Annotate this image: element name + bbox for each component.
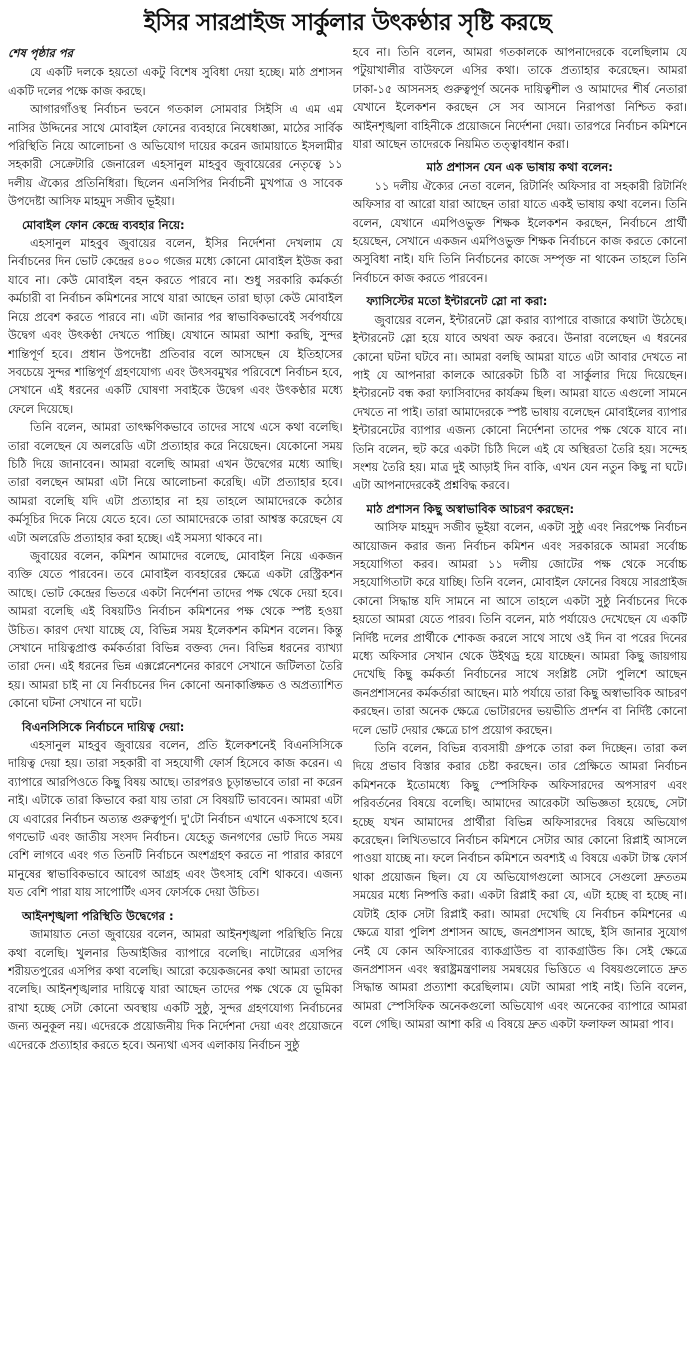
article-paragraph: যে একটি দলকে হয়তো একটু বিশেষ সুবিধা দেয়া হচ্ছে। মাঠ প্রশাসন একটি দলের পক্ষে কাজ করছে। (8, 66, 343, 98)
section-subheading: মোবাইল ফোন কেন্দ্রে ব্যবহার নিয়ে: (22, 217, 185, 232)
section-subheading: বিএনসিসিকে নির্বাচনে দায়িত্ব দেয়া: (22, 719, 185, 734)
section-subheading: ফ্যাসিস্টের মতো ইন্টারনেট স্লো না করা: (366, 294, 548, 309)
article-paragraph: জুবায়ের বলেন, কমিশন আমাদের বলেছে, মোবাইল নিয়ে একজন ব্যক্তি যেতে পারবেন। তবে মোবাইল ব্যবহারের ক্ষেত্রে একটা রেস্ট্রিকশন আছে। ভোট কেন্দ্রের ভিতরে একটা নির্দেশনা তাদের পক্ষ থেকে দেয়া হবে। আমরা বলেছি এই বিষয়টিও নির্বাচন কমিশনের পক্ষ থেকে স্পষ্ট হওয়া উচিত। কারণ দেখা যাচ্ছে যে, বিভিন্ন সময় ইলেকশন কমিশন বলেন। কিন্তু সেখানে দায়িত্বপ্রাপ্ত কর্মকর্তারা বিভিন্ন বক্তব্য দেন। বিভিন্ন ধরনের ব্যাখ্যা তারা দেন। এই ধরনের ভিন্ন এক্সপ্লেনেশনের কারণে সেখানে জটিলতা তৈরি হয়। আমরা চাই না যে নির্বাচনের দিন কোনো অনাকাঙ্ক্ষিত ও অপ্রত্যাশিত কোনো ঘটনা সেখানে না ঘটে। (8, 549, 343, 711)
article-paragraph: তিনি বলেন, বিভিন্ন ব্যবসায়ী গ্রুপকে তারা কল দিচ্ছেন। তারা কল দিয়ে প্রভাব বিস্তার করার চেষ্টা করছেন। তার প্রেক্ষিতে আমরা নির্বাচন কমিশনকে ইতোমধ্যে কিছু স্পেসিফিক অফিসারদের অপসারণ এবং পরিবর্তনের বিষয়ে বলেছি। আমাদের আরেকটা অভিজ্ঞতা হয়েছে, সেটা হচ্ছে যখন আমাদের প্রার্থীরা বিভিন্ন অফিসারদের বিষয়ে অভিযোগ করেছেন। লিখিতভাবে নির্বাচন কমিশনে সেটার আর কোনো রিপ্লাই আসলে পাওয়া যাচ্ছে না। ফলে নির্বাচন কমিশনে অবশ্যই এ বিষয়ে একটা টাস্ক ফোর্স থাকা প্রয়োজন ছিল। যে যে অভিযোগগুলো আসবে সেগুলো দ্রুততম সময়ের মধ্যে নিষ্পত্তি করা। একটা রিপ্লাই করা যে, এটা হচ্ছে বা হচ্ছে না। যেটাই হোক সেটা রিপ্লাই করা। আমরা দেখেছি যে নির্বাচন কমিশনের এ ক্ষেত্রে যারা পুলিশ প্রশাসন আছে, জনপ্রশাসন আছে, ইসি জানার সুযোগ নেই যে কোন অফিসারের ব্যাকগ্রাউন্ড বা ব্যাকগ্রাউন্ড কি। সেই ক্ষেত্রে জনপ্রশাসন এবং স্বরাষ্ট্রমন্ত্রণালয় সমন্বয়ের ভিত্তিতে এ বিষয়গুলোতে দ্রুত সিদ্ধান্ত আমরা প্রত্যাশা করেছিলাম। যেটা আমরা পাই নাই। তিনি বলেন, আমরা স্পেসিফিক অনেকগুলো অভিযোগ এবং অনেকের ব্যাপারে আমরা বলে গেছি। আমরা আশা করি এ বিষয়ে দ্রুত একটা ফলাফল আমরা পাব। (352, 742, 687, 1032)
article-paragraph: হবে না। তিনি বলেন, আমরা গতকালকে আপনাদেরকে বলেছিলাম যে পটুয়াখালীর বাউফলে এসির কথা। তাকে প্রত্যাহার করেছেন। আমরা ঢাকা-১৫ আসনসহ গুরুত্বপূর্ণ অনেক দায়িত্বশীল ও আমাদের শীর্ষ নেতারা যেখানে ইলেকশন করছেন সে সব আসনে নিরাপত্তা নিশ্চিত করা। আইনশৃঙ্খলা বাহিনীকে প্রয়োজনে নির্দেশনা দেয়া। তারপরে নির্বাচন কমিশনে যারা আছেন তাদেরকে নিয়মিত তত্ত্বাবধান করা। (352, 46, 687, 152)
article-paragraph: জুবায়ের বলেন, ইন্টারনেট স্লো করার ব্যাপারে বাজারে কথাটা উঠেছে। ইন্টারনেট স্লো হয়ে যাবে অথবা অফ করবে। উনারা বলেছেন এ ধরনের কোনো ঘটনা ঘটবে না। আমরা বলছি আমরা যাতে এটা আবার দেখতে না পাই যে আপনারা কালকে আরেকটা চিঠি বা সার্কুলার দিয়ে দিয়েছেন। ইন্টারনেট বন্ধ করা ফ্যাসিবাদের কার্যক্রম ছিল। আমরা যাতে এগুলো সামনে দেখতে না পাই। তারা আমাদেরকে স্পষ্ট ভাষায় বলেছেন মোবাইলের ব্যাপার ইন্টারনেটের ব্যাপার এজন্য কোনো নির্দেশনা তাদের পক্ষ থেকে যাবে না। তিনি বলেন, হুট করে একটা চিঠি দিলে এই যে অস্থিরতা তৈরি হয়। সন্দেহ সংশয় তৈরি হয়। মাত্র দুই আড়াই দিন বাকি, এখন যেন নতুন কিছু না ঘটে। এটা আপনাদেরকেই প্রশ্নবিদ্ধ করবে। (352, 313, 687, 493)
headline: ইসির সারপ্রাইজ সার্কুলার উৎকণ্ঠার সৃষ্টি করছে (143, 10, 552, 36)
article-paragraph: আসিফ মাহমুদ সজীব ভূইয়া বলেন, একটা সুষ্ঠু এবং নিরপেক্ষ নির্বাচন আয়োজন করার জন্য নির্বাচন কমিশন এবং সরকারকে আমরা সর্বোচ্চ সহযোগিতা করব। আমরা ১১ দলীয় জোটের পক্ষ থেকে সর্বোচ্চ সহযোগিতাটা করে যাচ্ছি। তিনি বলেন, মোবাইল ফোনের বিষয়ে সারপ্রাইজ কোনো সিদ্ধান্ত যদি সামনে না আসে তাহলে একটা সুষ্ঠু নির্বাচনের দিকে হয়তো আমরা যেতে পারব। তিনি বলেন, মাঠ পর্যায়েও দেখেছেন যে একটি নির্দিষ্ট দলের প্রার্থীকে শোকজ করলে সাথে সাথে ওই দিন বা পরের দিনের মধ্যে অফিসার সেখান থেকে উইথড্র হয়ে যাচ্ছেন। আমরা কিছু জায়গায় দেখেছি কিছু কর্মকর্তা নির্বাচনের সাথে সংশ্লিষ্ট সেটা পুলিশে আছেন জনপ্রশাসনের কর্মকর্তারা আছেন। মাঠ পর্যায়ে তারা কিছু অস্বাভাবিক আচরণ করছেন। তারা অনেক ক্ষেত্রে ভোটারদের ভয়ভীতি প্রদর্শন বা নির্দিষ্ট কোনো দলে ভোট দেয়ার ক্ষেত্রে চাপ প্রয়োগ করছেন। (352, 521, 687, 737)
article-paragraph: আগারগাঁওস্থ নির্বাচন ভবনে গতকাল সোমবার সিইসি এ এম এম নাসির উদ্দিনের সাথে মোবাইল ফোনের ব্যবহারে নিষেধাজ্ঞা, মাঠের সার্বিক পরিস্থিতি নিয়ে আলোচনা ও অভিযোগ দায়ের করেন জামায়াতে ইসলামীর সহকারী সেক্রেটারি জেনারেল এহসানুল মাহবুব জুবায়েরের নেতৃত্বে ১১ দলীয় ঐক্যের প্রতিনিধিরা। ছিলেন এনসিপির নির্বাচনী মুখপাত্র ও সাবেক উপদেষ্টা আসিফ মাহমুদ সজীব ভূইয়া। (8, 103, 343, 209)
article-paragraph: এহসানুল মাহবুব জুবায়ের বলেন, প্রতি ইলেকশনেই বিএনসিসিকে দায়িত্ব দেয়া হয়। তারা সহকারী বা সহযোগী ফোর্স হিসেবে কাজ করেন। এ ব্যাপারে আরপিওতে কিছু বিষয় আছে। তারপরও চূড়ান্তভাবে তারা না করেন নাই। এটাকে তারা কিভাবে করা যায় তারা সে বিষয়টি ভাববেন। আমরা এটা যে এবারের নির্বাচন অত্যন্ত গুরুত্বপূর্ণ। দু'টো নির্বাচন এখানে একসাথে হবে। গণভোট এবং জাতীয় সংসদ নির্বাচন। যেহেতু জনগণের ভোট দিতে সময় বেশি লাগবে এবং গত তিনটি নির্বাচনে অংশগ্রহণ করতে না পারার কারণে মানুষের স্বাভাবিকভাবে আবেগ আগ্রহ এবং উৎসাহ বেশি থাকবে। এজন্য যত বেশি পারা যায় সাপোর্টিং এসব ফোর্সকে দেয়া উচিত। (8, 739, 343, 900)
article-paragraph: তিনি বলেন, আমরা তাৎক্ষণিকভাবে তাদের সাথে এসে কথা বলেছি। তারা বলেছেন যে অলরেডি এটা প্রত্যাহার করে নিয়েছেন। যেকোনো সময় চিঠি দিয়ে জানাবেন। আমরা বলেছি আমরা এখন উদ্বেগের মধ্যে আছি। তারা বলছেন আমরা এটা নিয়ে আলোচনা করেছি। এটা প্রত্যাহার হবে। আমরা বলেছি যদি এটা প্রত্যাহার না হয় তাহলে আমাদেরকে কঠোর কর্মসূচির দিকে নিয়ে যেতে হবে। তো আমাদেরকে তারা আশ্বস্ত করেছেন যে এটা অলরেডি প্রত্যাহার করা হচ্ছে। এই সমস্যা থাকবে না। (8, 421, 343, 545)
section-subheading: মাঠ প্রশাসন যেন এক ভাষায় কথা বলেন: (426, 160, 613, 175)
article-columns (8, 44, 687, 1354)
right-column (353, 44, 688, 1354)
article-paragraph: এহসানুল মাহবুব জুবায়ের বলেন, ইসির নির্দেশনা দেখলাম যে নির্বাচনের দিন ভোট কেন্দ্রের ৪০০ গজের মধ্যে কোনো মোবাইল ইউজ করা যাবে না। কেউ মোবাইল বহন করতে পারবে না। শুধু সরকারি কর্মকর্তা কর্মচারী বা নির্বাচন কমিশনের সাথে যারা আছেন তারা ছাড়া কেউ মোবাইল নিয়ে প্রবেশ করতে পারবে না। এটা জানার পর স্বাভাবিকভাবেই সর্বপর্যায়ে উদ্বেগ এবং উৎকণ্ঠা দেখতে পাচ্ছি। যেখানে আমরা আশা করছি, সুন্দর শান্তিপূর্ণ হবে। প্রধান উপদেষ্টা প্রতিবার বলে আসছেন যে ইতিহাসের সবচেয়ে সুন্দর শান্তিপূর্ণ গ্রহণযোগ্য এবং উৎসবমুখর পরিবেশে নির্বাচন হবে, সেখানে এই ধরনের একটি ঘোষণা সবাইকে উদ্বেগ এবং উৎকণ্ঠার মধ্যে ফেলে দিয়েছে। (8, 237, 343, 416)
article-paragraph: জামায়াত নেতা জুবায়ের বলেন, আমরা আইনশৃঙ্খলা পরিস্থিতি নিয়ে কথা বলেছি। খুলনার ডিআইজির ব্যাপারে বলেছি। নাটোরের এসপির শরীয়তপুরের এসপির কথা বলেছি। আরো কয়েকজনের কথা আমরা তাদের বলেছি। আইনশৃঙ্খলার দায়িত্বে যারা আছেন তাদের পক্ষ থেকে যে ভূমিকা রাখা হচ্ছে সেটা কোনো অবস্থায় একটি সুষ্ঠু, সুন্দর গ্রহণযোগ্য নির্বাচনের জন্য অনুকূল নয়। এদেরকে প্রয়োজনীয় দিক নির্দেশনা দেয়া এবং প্রয়োজনে এদেরকে প্রত্যাহার করতে হবে। অন্যথা এসব এলাকায় নির্বাচন সুষ্ঠু (8, 928, 343, 1052)
section-subheading: আইনশৃঙ্খলা পরিস্থিতি উদ্বেগের : (22, 908, 174, 923)
left-column (8, 44, 343, 1354)
continued-label: শেষ পৃষ্ঠার পর (8, 46, 73, 60)
section-subheading: মাঠ প্রশাসন কিছু অস্বাভাবিক আচরণ করছেন: (366, 501, 575, 516)
article-paragraph: ১১ দলীয় ঐক্যের নেতা বলেন, রিটার্নিং অফিসার বা সহকারী রিটার্নিং অফিসার বা আরো যারা আছেন তারা যাতে একই ভাষায় কথা বলেন। তিনি বলেন, যেখানে এমপিওভুক্ত শিক্ষক ইলেকশন করছেন, নির্বাচনে প্রার্থী হয়েছেন, সেখানে একজন এমপিওভুক্ত শিক্ষক নির্বাচনে কাজ করতে কোনো অসুবিধা নাই। যদি তিনি নির্বাচনের কাজে সম্পৃক্ত না থাকেন তাহলে তিনি নির্বাচনে কাজ করতে পারবেন। (352, 179, 687, 285)
